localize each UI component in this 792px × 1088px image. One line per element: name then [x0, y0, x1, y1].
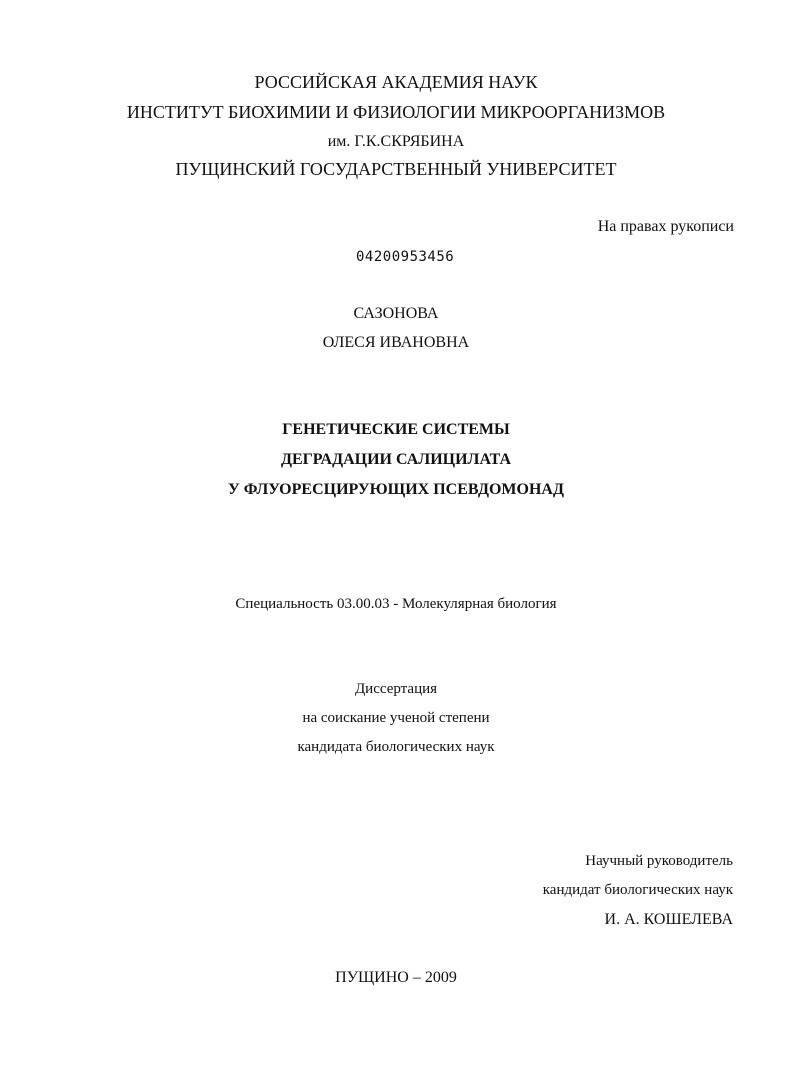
academy-name: РОССИЙСКАЯ АКАДЕМИЯ НАУК: [254, 72, 538, 92]
university-name: ПУЩИНСКИЙ ГОСУДАРСТВЕННЫЙ УНИВЕРСИТЕТ: [175, 159, 617, 179]
author-name: ОЛЕСЯ ИВАНОВНА: [322, 334, 470, 351]
title-line-3: У ФЛУОРЕСЦИРУЮЩИХ ПСЕВДОМОНАД: [228, 481, 564, 498]
title-line-2: ДЕГРАДАЦИИ САЛИЦИЛАТА: [280, 451, 512, 468]
supervisor-role: Научный руководитель: [585, 853, 733, 869]
registration-number: 04200953456: [356, 249, 455, 265]
supervisor-name: И. А. КОШЕЛЕВА: [604, 911, 733, 928]
dissertation-label: Диссертация: [354, 681, 438, 697]
dissertation-degree: кандидата биологических наук: [297, 739, 495, 755]
title-line-1: ГЕНЕТИЧЕСКИЕ СИСТЕМЫ: [282, 421, 510, 438]
author-surname: САЗОНОВА: [353, 305, 439, 322]
place-and-year: ПУЩИНО – 2009: [335, 969, 457, 986]
supervisor-degree: кандидат биологических наук: [542, 882, 733, 898]
specialty: Специальность 03.00.03 - Молекулярная биология: [235, 596, 557, 612]
dissertation-purpose: на соискание ученой степени: [302, 710, 490, 726]
institute-dedication: им. Г.К.СКРЯБИНА: [327, 133, 465, 150]
institute-name: ИНСТИТУТ БИОХИМИИ И ФИЗИОЛОГИИ МИКРООРГАНИЗМОВ: [126, 102, 666, 122]
manuscript-note: На правах рукописи: [597, 218, 734, 235]
